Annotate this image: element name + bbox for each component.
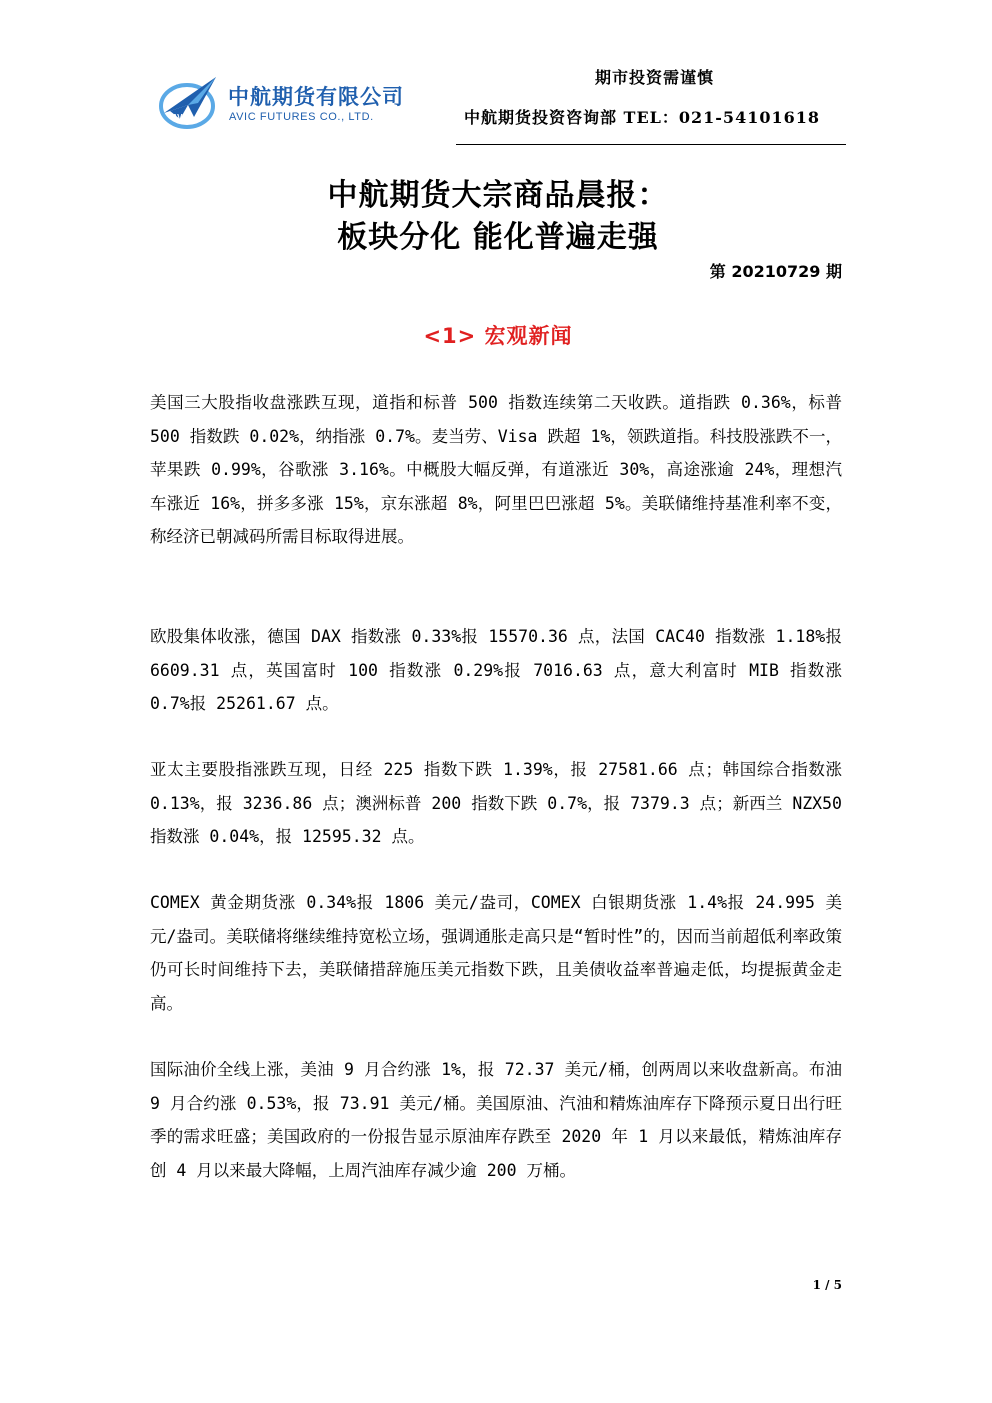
header-divider bbox=[456, 144, 846, 145]
section-heading-macro-news: <1> 宏观新闻 bbox=[423, 324, 573, 348]
avic-plane-icon bbox=[158, 73, 222, 133]
company-logo bbox=[158, 73, 418, 133]
company-name-cn: 中航期货有限公司 bbox=[228, 85, 404, 109]
company-name-en: AVIC FUTURES CO., LTD. bbox=[229, 111, 374, 123]
news-paragraph-us-stocks: 美国三大股指收盘涨跌互现，道指和标普 500 指数连续第二天收跌。道指跌 0.36%，标普 500 指数跌 0.02%，纳指涨 0.7%。麦当劳、Visa 跌超 1%，领跌道指。科技股涨跌不一，苹果跌 0.99%，谷歌涨 3.16%。中概股大幅反弹，有道涨近 30%，高途涨逾 24%，理想汽车涨近 16%，拼多多涨 15%，京东涨超 8%，阿里巴巴涨超 5%。美联储维持基准利率不变，称经济已朝减码所需目标取得进展。 bbox=[150, 393, 842, 546]
risk-warning: 期市投资需谨慎 bbox=[594, 68, 714, 87]
news-paragraph-asia-pacific-stocks: 亚太主要股指涨跌互现，日经 225 指数下跌 1.39%，报 27581.66 点；韩国综合指数涨 0.13%，报 3236.86 点；澳洲标普 200 指数下跌 0.7%，报 7379.3 点；新西兰 NZX50 指数涨 0.04%，报 12595.32 点。 bbox=[150, 760, 842, 846]
news-paragraph-precious-metals: COMEX 黄金期货涨 0.34%报 1806 美元/盎司，COMEX 白银期货涨 1.4%报 24.995 美元/盎司。美联储将继续维持宽松立场，强调通胀走高只是“暂时性”的，因而当前超低利率政策仍可长时间维持下去，美联储措辞施压美元指数下跌，且美债收益率普遍走低，均提振黄金走高。 bbox=[150, 893, 842, 1013]
page-number: 1 / 5 bbox=[812, 1278, 842, 1292]
report-title-line-1: 中航期货大宗商品晨报： bbox=[327, 178, 669, 213]
report-title-line-2: 板块分化 能化普遍走强 bbox=[337, 220, 659, 255]
contact-line: 中航期货投资咨询部 TEL：021-54101618 bbox=[463, 108, 820, 127]
news-paragraph-europe-stocks: 欧股集体收涨，德国 DAX 指数涨 0.33%报 15570.36 点，法国 CAC40 指数涨 1.18%报 6609.31 点，英国富时 100 指数涨 0.29%报 7016.63 点，意大利富时 MIB 指数涨 0.7%报 25261.67 点。 bbox=[150, 627, 842, 713]
news-paragraph-crude-oil: 国际油价全线上涨，美油 9 月合约涨 1%，报 72.37 美元/桶，创两周以来收盘新高。布油 9 月合约涨 0.53%，报 73.91 美元/桶。美国原油、汽油和精炼油库存下降预示夏日出行旺季的需求旺盛；美国政府的一份报告显示原油库存跌至 2020 年 1 月以来最低，精炼油库存创 4 月以来最大降幅，上周汽油库存减少逾 200 万桶。 bbox=[150, 1060, 842, 1180]
issue-number: 第 20210729 期 bbox=[709, 262, 842, 281]
page-header bbox=[150, 55, 846, 147]
logo-mark-text: AVIC bbox=[172, 113, 191, 122]
